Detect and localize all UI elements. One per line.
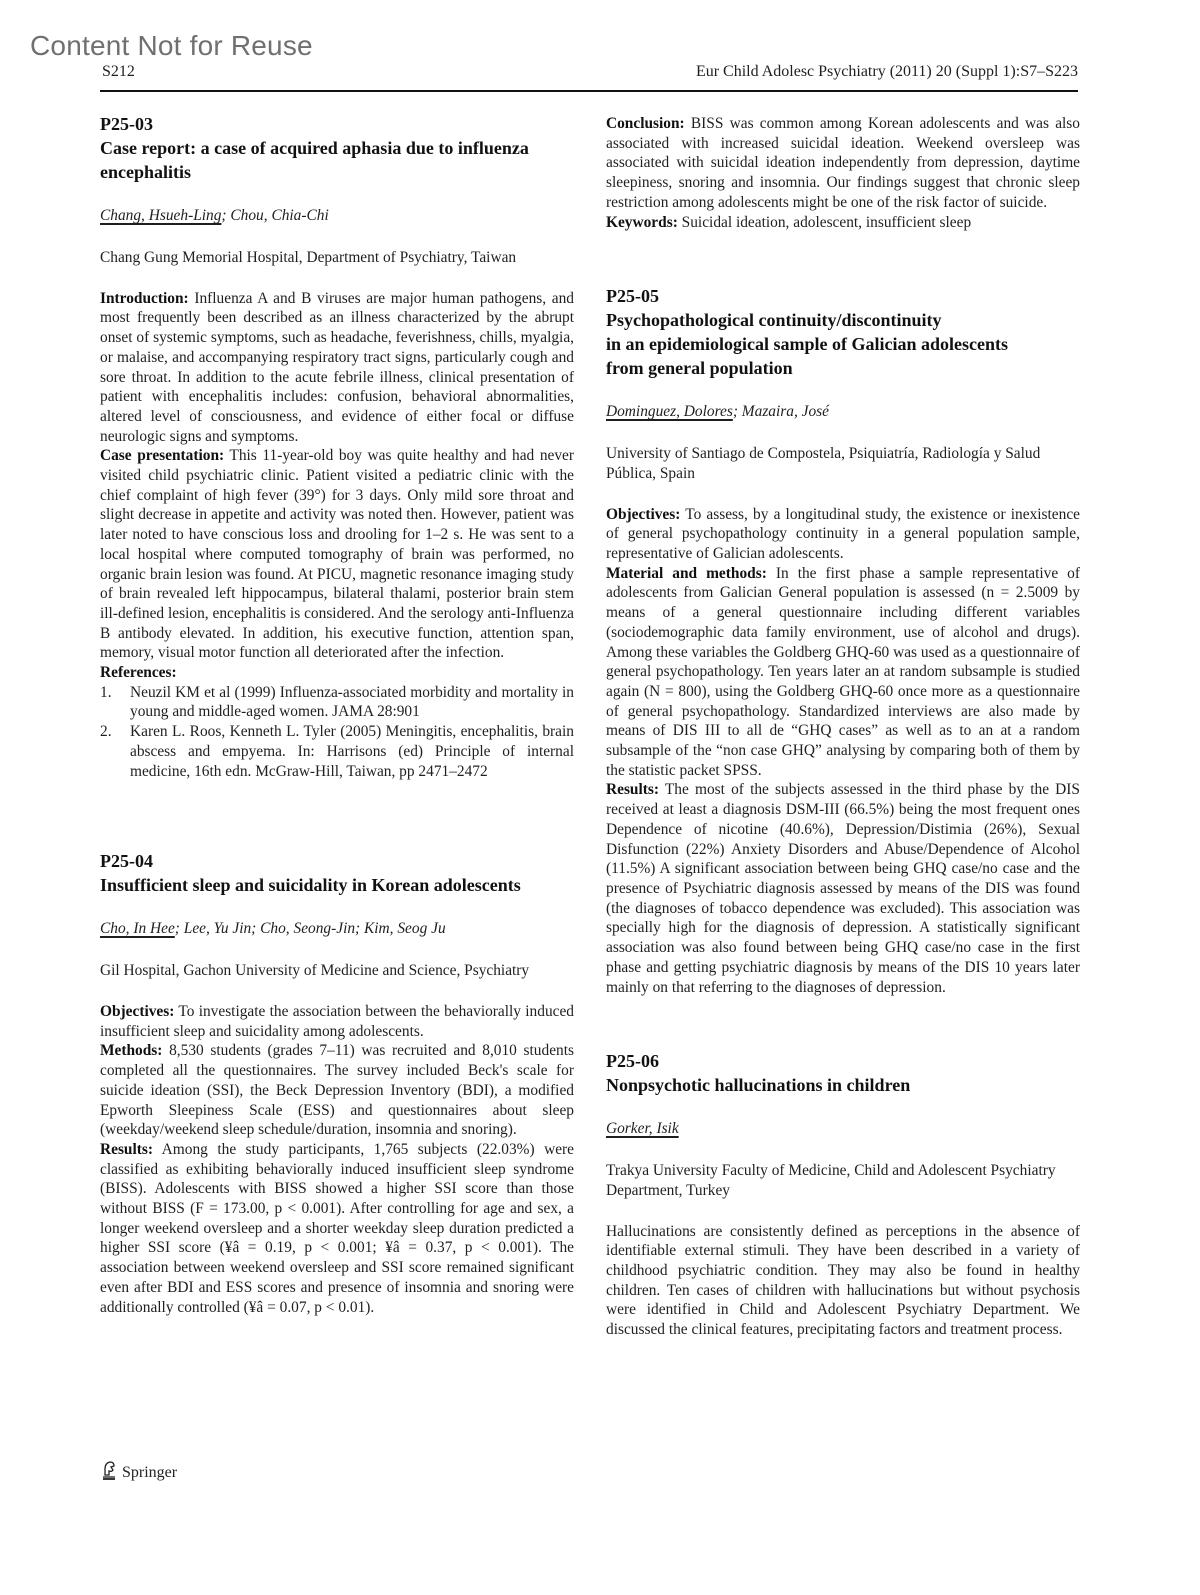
title-line: from general population — [606, 358, 793, 379]
section-text: Suicidal ideation, adolescent, insufficient sleep — [677, 213, 972, 231]
watermark: Content Not for Reuse — [30, 30, 313, 61]
abstract-body — [100, 289, 574, 782]
reference-number: 1. — [100, 683, 112, 701]
presenting-author: Dominguez, Dolores — [606, 403, 733, 421]
co-authors: ; Chou, Chia-Chi — [221, 207, 329, 224]
abstract-title: Nonpsychotic hallucinations in children — [606, 1075, 911, 1096]
section-label: Objectives: — [100, 1002, 175, 1020]
presenting-author: Cho, In Hee — [100, 920, 175, 938]
abstract-p25-06 — [606, 1049, 1080, 1340]
abstract-p25-04 — [100, 849, 574, 1317]
presenting-author: Chang, Hsueh-Ling — [100, 207, 222, 224]
publisher-name: Springer — [122, 1463, 178, 1481]
journal-citation: Eur Child Adolesc Psychiatry (2011) 20 (Suppl 1):S7–S223 — [695, 63, 1078, 80]
right-column — [606, 114, 1080, 1340]
abstract-title — [606, 308, 1080, 380]
references-heading: References: — [100, 664, 177, 682]
section-text: 8,530 students (grades 7–11) was recruited and 8,010 students completed all the questionnaires. The survey included Beck's scale for suicide ideation (SSI), the Beck Depression Inventory (BDI), a modified Epworth Sleepiness Scale (ESS) and questionnaires about sleep (weekday/weekend sleep schedule/duration, insomnia and snoring). — [100, 1042, 574, 1139]
affiliation: University of Santiago de Compostela, Psiquiatría, Radiología y Salud Pública, Spain — [606, 445, 1041, 482]
section-label: Case presentation: — [100, 447, 225, 465]
affiliation: Gil Hospital, Gachon University of Medicine and Science, Psychiatry — [100, 962, 530, 980]
abstract-body — [606, 1222, 1080, 1340]
reference-text: Neuzil KM et al (1999) Influenza-associated morbidity and mortality in young and middle-aged women. JAMA 28:901 — [130, 683, 574, 721]
section-text: Among the study participants, 1,765 subjects (22.03%) were classified as exhibiting behaviorally induced insufficient sleep syndrome (BISS). Adolescents with BISS showed a higher SSI score than those without BISS (F = 173.00, p < 0.001). After controlling for age and sex, a longer weekend oversleep and a shorter weekday sleep duration predicted a higher SSI score (¥â = 0.19, p < 0.001; ¥â = 0.37, p < 0.001). The association between weekend oversleep and SSI score remained significant even after BDI and ESS scores and presence of insomnia and snoring were additionally controlled (¥â = 0.07, p < 0.01). — [100, 1140, 574, 1316]
page-number: S212 — [102, 63, 135, 80]
keywords-paragraph — [606, 213, 1080, 233]
section-spacer — [100, 781, 574, 849]
abstract-id: P25-05 — [606, 286, 659, 307]
abstract-p25-03 — [100, 112, 574, 781]
abstract-body — [606, 505, 1080, 998]
reference-number: 2. — [100, 723, 112, 741]
title-line: Psychopathological continuity/discontinuity — [606, 310, 942, 331]
section-text: The most of the subjects assessed in the third phase by the DIS received at least a diagnosis DSM-III (66.5%) being the most frequent ones Dependence of nicotine (40.6%), Depression/Distimia (26%), Sexual Disfunction (22%) Anxiety Disorders and Abuse/Dependence of Alcohol (11.5%) A significant association between being GHQ case/no case and the presence of Psychiatric diagnosis assessed by means of the DIS was found (the diagnoses of tobacco dependence was excluded). This association was specially high for the diagnosis of depression. A statistically significant association was also found between being GHQ case/no case in the first phase and getting psychiatric diagnosis by means of the DIS 10 years later mainly on that referring to the diagnoses of depression. — [606, 781, 1080, 996]
conclusion-paragraph — [606, 114, 1080, 213]
section-spacer — [606, 997, 1080, 1049]
section-label: Results: — [100, 1140, 154, 1158]
publisher-footer — [100, 1460, 177, 1485]
presenting-author: Gorker, Isik — [606, 1120, 679, 1138]
abstract-id: P25-06 — [606, 1051, 659, 1072]
objectives-paragraph — [100, 1002, 574, 1041]
abstract-title: Case report: a case of acquired aphasia due to influenza encephalitis — [100, 138, 529, 182]
affiliation: Chang Gung Memorial Hospital, Department of Psychiatry, Taiwan — [100, 249, 517, 266]
author-list — [606, 402, 1080, 422]
section-label: Results: — [606, 781, 660, 799]
abstract-body — [100, 1002, 574, 1317]
reference-text: Karen L. Roos, Kenneth L. Tyler (2005) Meningitis, encephalitis, brain abscess and empyema. In: Harrisons (ed) Principle of internal medicine, 16th edn. McGraw-Hill, Taiwan, pp 2471–2472 — [130, 723, 574, 780]
results-paragraph — [100, 1140, 574, 1317]
co-authors: ; Lee, Yu Jin; Cho, Seong-Jin; Kim, Seog Ju — [174, 920, 446, 938]
abstract-id: P25-04 — [100, 851, 153, 872]
author-list — [606, 1119, 1080, 1139]
author-list — [100, 206, 574, 226]
reference-item — [100, 722, 574, 781]
section-label: Methods: — [100, 1042, 163, 1060]
affiliation: Trakya University Faculty of Medicine, Child and Adolescent Psychiatry Department, Turkey — [606, 1162, 1056, 1199]
reference-list — [100, 683, 574, 782]
author-list — [100, 919, 574, 939]
methods-paragraph — [606, 564, 1080, 781]
section-spacer — [606, 232, 1080, 284]
left-column — [100, 112, 574, 1317]
springer-knight-icon — [100, 1460, 118, 1485]
introduction-paragraph — [100, 289, 574, 447]
abstract-id: P25-03 — [100, 114, 153, 134]
section-label: Introduction: — [100, 289, 189, 307]
section-label: Conclusion: — [606, 115, 685, 132]
methods-paragraph — [100, 1041, 574, 1140]
reference-item — [100, 683, 574, 722]
section-text: To investigate the association between the behaviorally induced insufficient sleep and suicidality among adolescents. — [100, 1002, 574, 1040]
section-text: BISS was common among Korean adolescents and was also associated with increased suicidal ideation. Weekend oversleep was associated with suicidal ideation independently from depression, daytime sleepiness, snoring and insomnia. Our findings suggest that chronic sleep restriction among adolescents might be one of the risk factor of suicide. — [606, 115, 1080, 211]
section-text: Influenza A and B viruses are major human pathogens, and most frequently been described as an illness characterized by the abrupt onset of systemic symptoms, such as headache, feverishness, chills, myalgia, or malaise, and accompanying respiratory tract signs, particularly cough and sore throat. In addition to the acute febrile illness, clinical presentation of patient with encephalitis includes: confusion, behavioral abnormalities, altered level of consciousness, and evidence of either focal or diffuse neurologic signs and symptoms. — [100, 289, 574, 445]
co-authors: ; Mazaira, José — [732, 403, 830, 421]
section-text: In the first phase a sample representative of adolescents from Galician General population is assessed (n = 2.5009 by means of a general questionnaire including different variables (sociodemographic data family environment, use of alcohol and drugs). Among these variables the Goldberg GHQ-60 was used as a questionnaire of general psychopathology. Ten years later an at random subsample is studied again (N = 800), using the Goldberg GHQ-60 once more as a questionnaire of general psychopathology. Standardized interviews are also made by means of DIS III to all de “GHQ cases” as well as to an at a random subsample of the “non case GHQ” analysing by comparing both of them by the statistic packet SPSS. — [606, 564, 1080, 779]
objectives-paragraph — [606, 505, 1080, 564]
body-paragraph: Hallucinations are consistently defined as perceptions in the absence of identifiable external stimuli. They have been described in a variety of childhood psychiatric condition. They may also be found in healthy children. Ten cases of children with hallucinations but without psychosis were identified in Child and Adolescent Psychiatry Department. We discussed the clinical features, precipitating factors and treatment process. — [606, 1222, 1080, 1339]
case-presentation-paragraph — [100, 446, 574, 663]
section-text: This 11-year-old boy was quite healthy and had never visited child psychiatric clinic. Patient visited a pediatric clinic with the chief complaint of high fever (39°) for 3 days. Only mild sore throat and slight decrease in appetite and activity was noted then. However, patient was later noted to have conscious loss and drooling for 1–2 s. He was sent to a local hospital where computed tomography of brain was performed, no organic brain lesion was found. At PICU, magnetic resonance imaging study of brain revealed left hippocampus, bilateral thalami, posterior brain stem ill-defined lesion, encephalitis is considered. And the serology anti-Influenza B antibody elevated. In addition, his executive function, attention span, memory, visual motor function all deteriorated after the infection. — [100, 447, 575, 662]
results-paragraph — [606, 780, 1080, 997]
section-label: Material and methods: — [606, 564, 767, 582]
title-line: in an epidemiological sample of Galician adolescents — [606, 334, 1009, 355]
running-head — [100, 62, 1078, 92]
section-label: Objectives: — [606, 505, 681, 523]
section-text: To assess, by a longitudinal study, the existence or inexistence of general psychopathology continuity in a general population sample, representative of Galician adolescents. — [606, 505, 1080, 563]
abstract-p25-05 — [606, 284, 1080, 997]
abstract-title: Insufficient sleep and suicidality in Korean adolescents — [100, 875, 521, 896]
section-label: Keywords: — [606, 213, 678, 231]
abstract-p25-04-continued — [606, 114, 1080, 232]
